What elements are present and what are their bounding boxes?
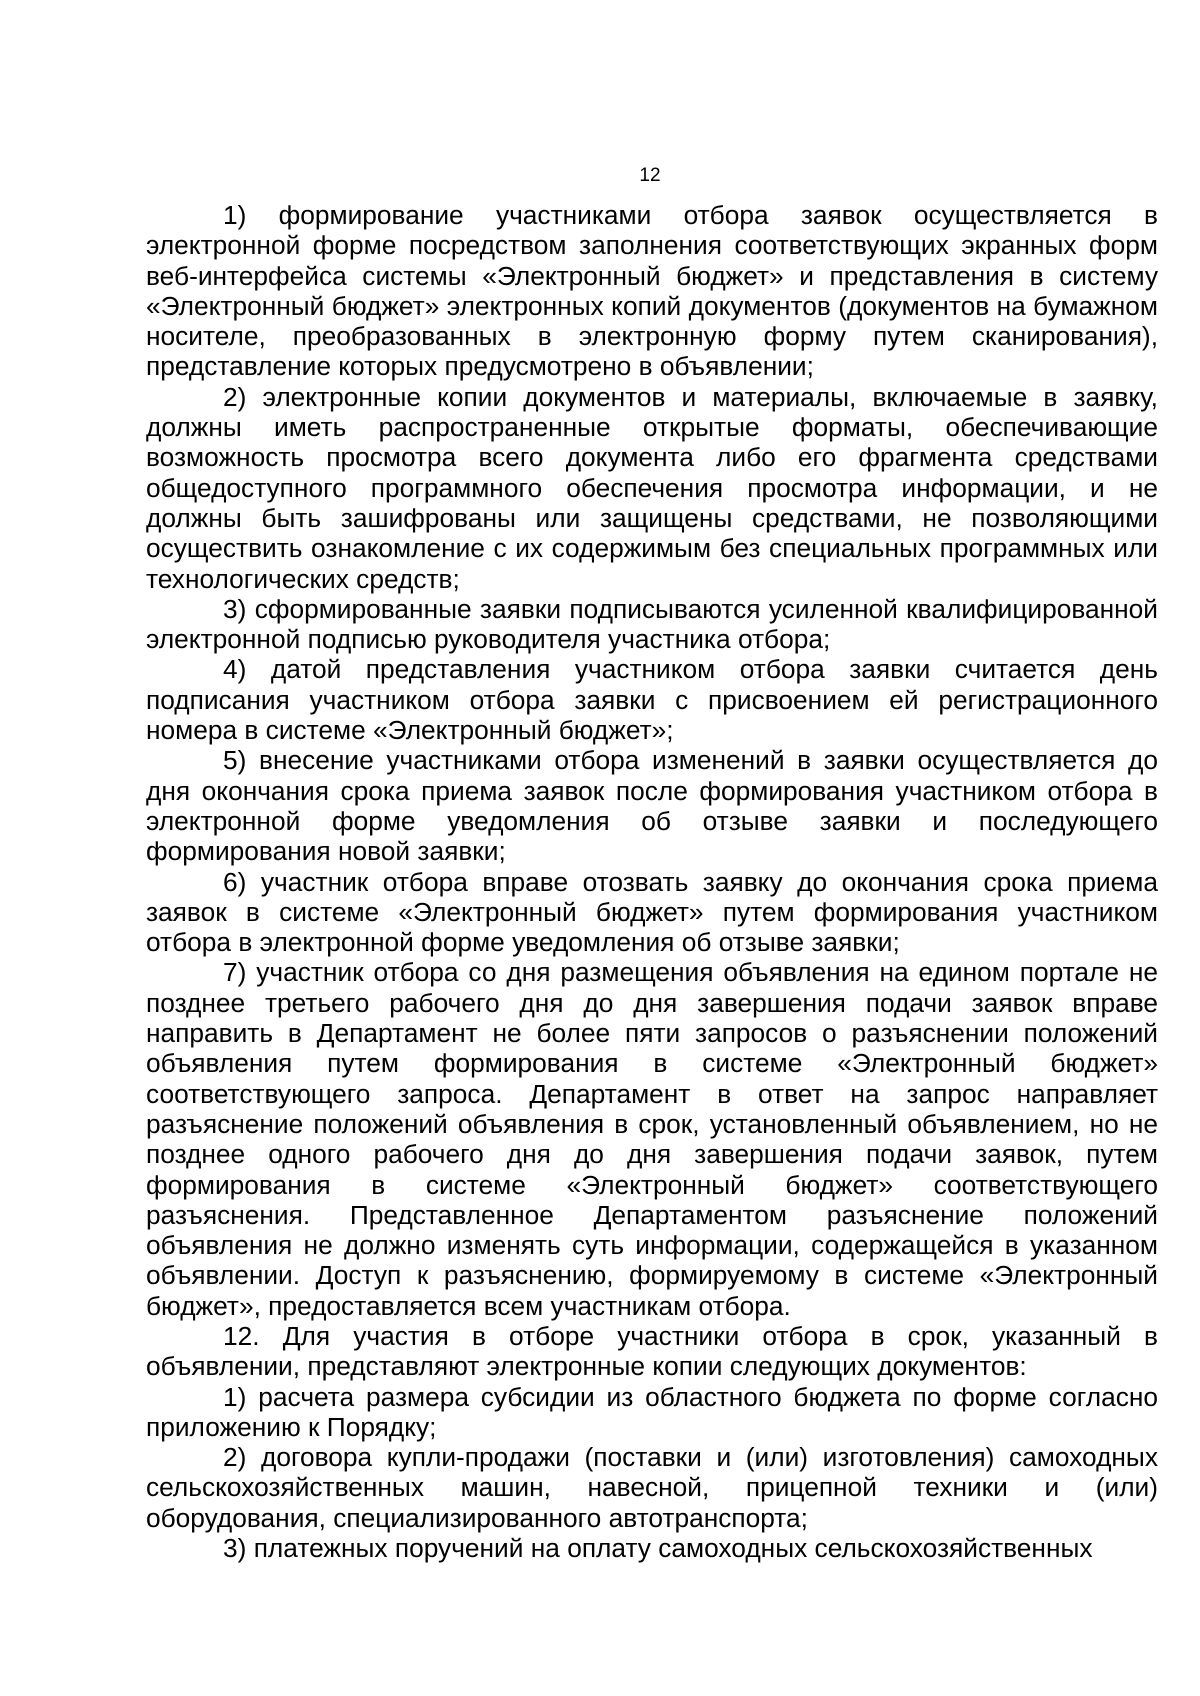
paragraph-item-4: 4) датой представления участником отбора заявки считается день подписания участником отбора заявки с присвоением ей регистрационного номера в системе «Электронный бюджет»; xyxy=(146,654,1158,746)
paragraph-section-12: 12. Для участия в отборе участники отбора в срок, указанный в объявлении, представляют электронные копии следующих документов: xyxy=(146,1320,1158,1382)
paragraph-item-1: 1) формирование участниками отбора заявок осуществляется в электронной форме посредством заполнения соответствующих экранных форм веб-интерфейса системы «Электронный бюджет» и представления в систему «Электронный бюджет» электронных копий документов (документов на бумажном носителе, преобразованных в электронную форму путем сканирования), представление которых предусмотрено в объявлении; xyxy=(146,200,1158,382)
paragraph-doc-2: 2) договора купли-продажи (поставки и (или) изготовления) самоходных сельскохозяйственных машин, навесной, прицепной техники и (или) оборудования, специализированного автотранспорта; xyxy=(146,1442,1158,1533)
document-body xyxy=(146,200,1158,1563)
paragraph-item-2: 2) электронные копии документов и материалы, включаемые в заявку, должны иметь распространенные открытые форматы, обеспечивающие возможность просмотра всего документа либо его фрагмента средствами общедоступного программного обеспечения просмотра информации, и не должны быть зашифрованы или защищены средствами, не позволяющими осуществить ознакомление с их содержимым без специальных программных или технологических средств; xyxy=(146,381,1158,594)
paragraph-item-6: 6) участник отбора вправе отозвать заявку до окончания срока приема заявок в системе «Электронный бюджет» путем формирования участником отбора в электронной форме уведомления об отзыве заявки; xyxy=(146,866,1158,958)
paragraph-doc-1: 1) расчета размера субсидии из областного бюджета по форме согласно приложению к Порядку; xyxy=(146,1381,1158,1442)
paragraph-item-5: 5) внесение участниками отбора изменений в заявки осуществляется до дня окончания срока приема заявок после формирования участником отбора в электронной форме уведомления об отзыве заявки и последующего формирования новой заявки; xyxy=(146,745,1158,867)
paragraph-item-3: 3) сформированные заявки подписываются усиленной квалифицированной электронной подписью руководителя участника отбора; xyxy=(146,593,1158,655)
paragraph-item-7: 7) участник отбора со дня размещения объявления на едином портале не позднее третьего рабочего дня до дня завершения подачи заявок вправе направить в Департамент не более пяти запросов о разъяснении положений объявления путем формирования в системе «Электронный бюджет» соответствующего запроса. Департамент в ответ на запрос направляет разъяснение положений объявления в срок, установленный объявлением, но не позднее одного рабочего дня до дня завершения подачи заявок, путем формирования в системе «Электронный бюджет» соответствующего разъяснения. Представленное Департаментом разъяснение положений объявления не должно изменять суть информации, содержащейся в указанном объявлении. Доступ к разъяснению, формируемому в системе «Электронный бюджет», предоставляется всем участникам отбора. xyxy=(146,957,1158,1321)
paragraph-doc-3: 3) платежных поручений на оплату самоходных сельскохозяйственных xyxy=(223,1533,1093,1564)
page-number: 12 xyxy=(639,165,661,186)
